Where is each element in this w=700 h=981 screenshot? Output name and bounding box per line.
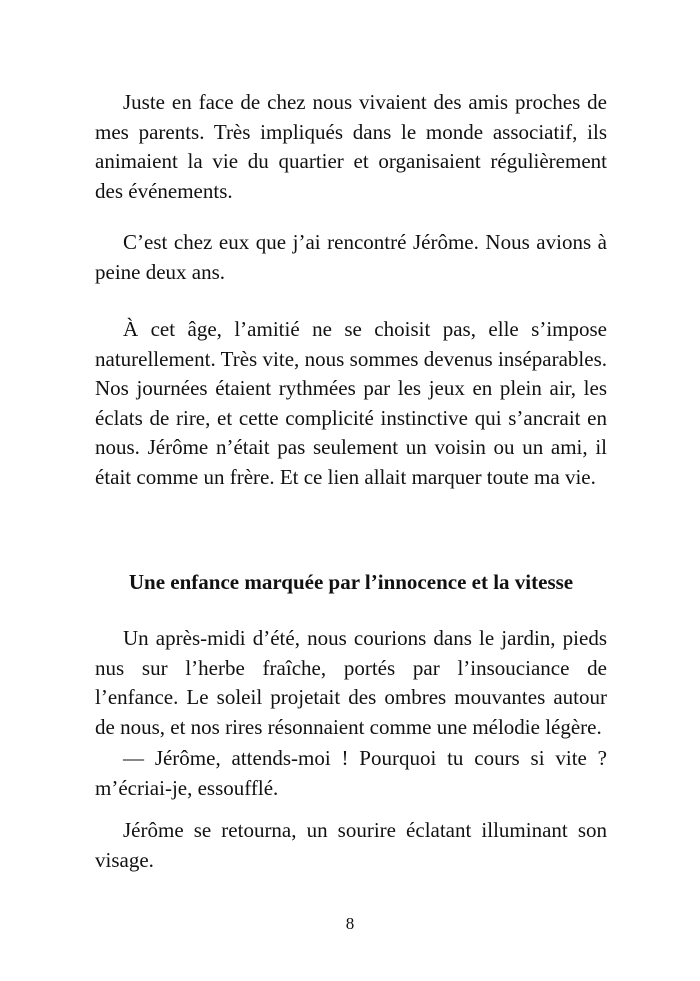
paragraph: C’est chez eux que j’ai rencontré Jérôme. Nous avions à peine deux ans. xyxy=(95,230,607,284)
paragraph-block xyxy=(95,816,607,875)
section-heading: Une enfance marquée par l’innocence et la vitesse xyxy=(128,570,574,594)
paragraph-block xyxy=(95,624,607,742)
paragraph: Un après-midi d’été, nous courions dans le jardin, pieds nus sur l’herbe fraîche, portés par l’insouciance de l’enfance. Le soleil projetait des ombres mouvantes autour de nous, et nos rires résonnaient comme une mélodie légère. xyxy=(95,626,607,739)
paragraph-block xyxy=(95,228,607,287)
paragraph: À cet âge, l’amitié ne se choisit pas, elle s’impose naturellement. Très vite, nous sommes devenus inséparables. Nos journées étaient rythmées par les jeux en plein air, les éclats de rire, et cette complicité instinctive qui s’ancrait en nous. Jérôme n’était pas seulement un voisin ou un ami, il était comme un frère. Et ce lien allait marquer toute ma vie. xyxy=(95,317,607,489)
paragraph: Juste en face de chez nous vivaient des amis proches de mes parents. Très impliqués dans le monde associatif, ils animaient la vie du quartier et organisaient régulièrement des événements. xyxy=(95,90,607,203)
page-number: 8 xyxy=(345,914,355,933)
dialogue-line: — Jérôme, attends-moi ! Pourquoi tu cours si vite ? m’écriai-je, essoufflé. xyxy=(95,746,607,800)
paragraph-block xyxy=(95,315,607,493)
dialogue-block xyxy=(95,744,607,803)
paragraph: Jérôme se retourna, un sourire éclatant illuminant son visage. xyxy=(95,818,607,872)
paragraph-block xyxy=(95,88,607,206)
